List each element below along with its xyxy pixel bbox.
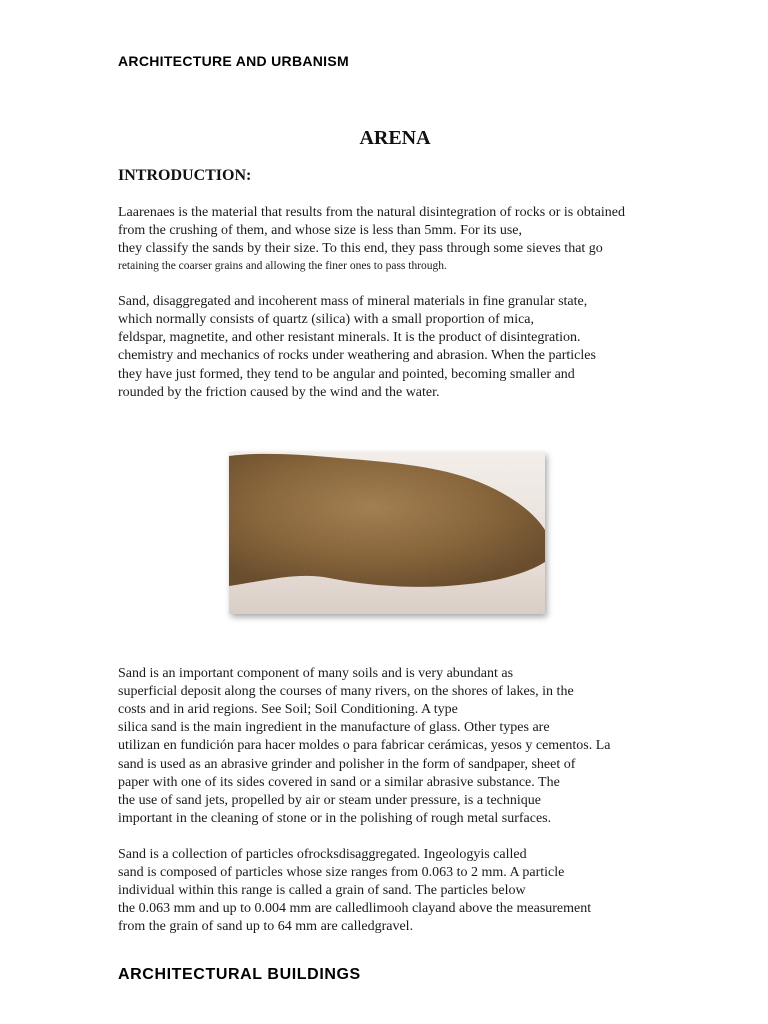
paragraph-line: paper with one of its sides covered in sand or a similar abrasive substance. The	[118, 775, 560, 790]
paragraph-line: they classify the sands by their size. To this end, they pass through some sieves that go	[118, 241, 603, 256]
section-heading: ARCHITECTURAL BUILDINGS	[118, 966, 361, 983]
paragraph-line: Sand, disaggregated and incoherent mass of mineral materials in fine granular state,	[118, 294, 588, 309]
section-header: ARCHITECTURE AND URBANISM	[118, 53, 349, 69]
paragraph-line: Laarenaes is the material that results from the natural disintegration of rocks or is obtained	[118, 205, 625, 220]
paragraph-line: the 0.063 mm and up to 0.004 mm are calledlimooh clayand above the measurement	[118, 901, 592, 916]
paragraph-line: chemistry and mechanics of rocks under weathering and abrasion. When the particles	[118, 348, 596, 363]
paragraph-line: which normally consists of quartz (silica) with a small proportion of mica,	[118, 312, 535, 327]
paragraph-line: they have just formed, they tend to be angular and pointed, becoming smaller and	[118, 367, 575, 382]
sand-photo	[229, 452, 545, 614]
paragraph-line: costs and in arid regions. See Soil; Soil Conditioning. A type	[118, 702, 458, 717]
paragraph-line: individual within this range is called a grain of sand. The particles below	[118, 883, 526, 898]
paragraph-line: silica sand is the main ingredient in the manufacture of glass. Other types are	[118, 720, 550, 735]
paragraph-line: retaining the coarser grains and allowing the finer ones to pass through.	[118, 260, 447, 272]
paragraph-line: feldspar, magnetite, and other resistant minerals. It is the product of disintegration.	[118, 330, 581, 345]
paragraph-line: utilizan en fundición para hacer moldes o para fabricar cerámicas, yesos y cementos. La	[118, 738, 611, 753]
paragraph-line: from the grain of sand up to 64 mm are calledgravel.	[118, 919, 414, 934]
paragraph-line: rounded by the friction caused by the wind and the water.	[118, 385, 440, 400]
paragraph-line: from the crushing of them, and whose size is less than 5mm. For its use,	[118, 223, 522, 238]
paragraph-line: important in the cleaning of stone or in the polishing of rough metal surfaces.	[118, 811, 552, 826]
paragraph-line: sand is used as an abrasive grinder and polisher in the form of sandpaper, sheet of	[118, 757, 576, 772]
paragraph-line: superficial deposit along the courses of many rivers, on the shores of lakes, in the	[118, 684, 574, 699]
intro-heading: INTRODUCTION:	[118, 167, 252, 184]
paragraph-line: the use of sand jets, propelled by air or steam under pressure, is a technique	[118, 793, 541, 808]
paragraph-line: Sand is an important component of many soils and is very abundant as	[118, 666, 514, 681]
document-title: ARENA	[359, 127, 431, 149]
paragraph-line: Sand is a collection of particles ofrocksdisaggregated. Ingeologyis called	[118, 847, 527, 862]
paragraph-line: sand is composed of particles whose size ranges from 0.063 to 2 mm. A particle	[118, 865, 565, 880]
